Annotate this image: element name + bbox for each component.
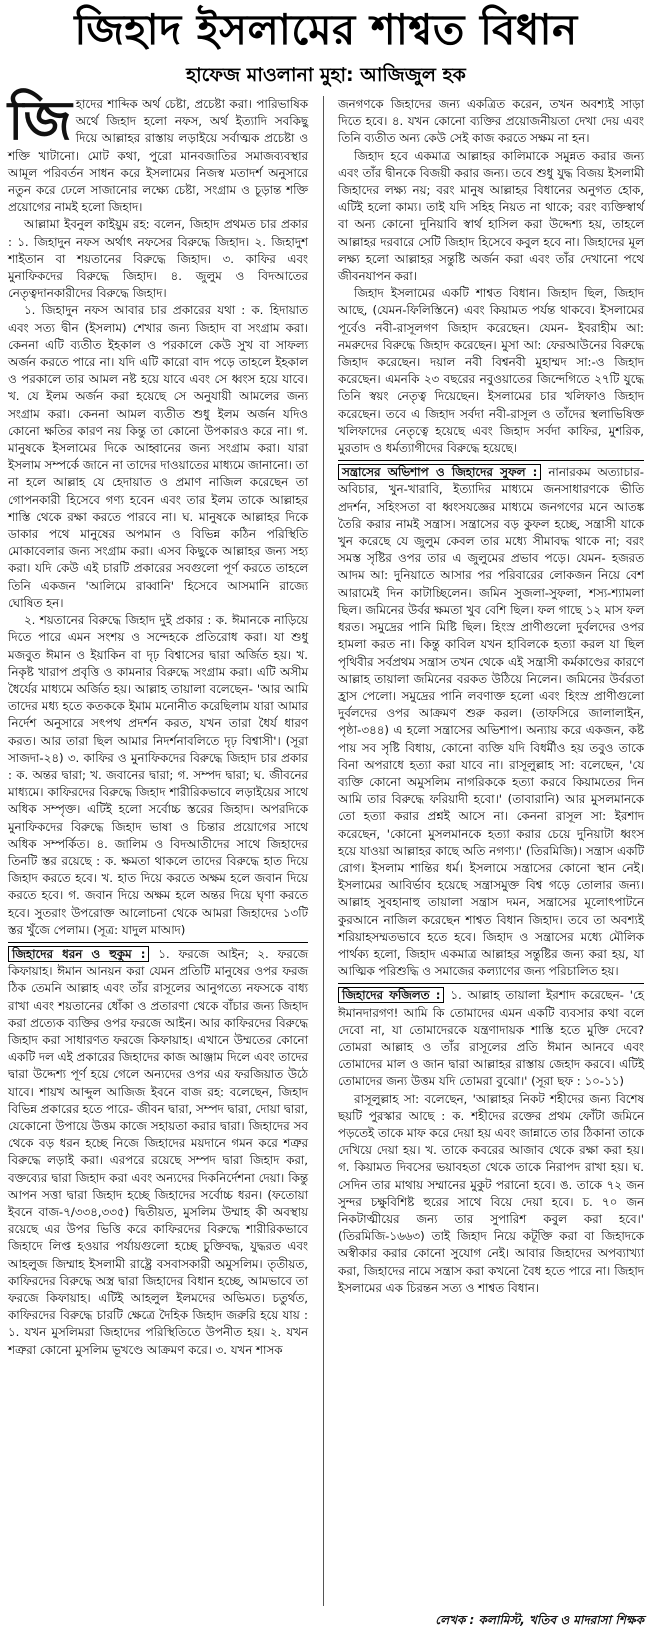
paragraph: জিহাদ ইসলামের একটি শাশ্বত বিধান। জিহাদ ছিল, জিহাদ আছে, (যেমন-ফিলিস্তিনে) এবং কিয়ামত পর্যন্ত থাকবে। ইসলামের পূর্বেও নবী-রাসূলগণ জিহাদ করেছেন। যেমন- ইবরাহীম আ: নমরুদের বিরুদ্ধে জিহাদ করেছেন। মুসা আ: ফেরআউনের বিরুদ্ধে জিহাদ করেছেন। দয়াল নবী বিশ্বনবী মুহাম্মদ সা:-ও জিহাদ করেছেন। এমনকি ২৩ বছরের নবুওয়াতের জিন্দেগিতে ২৭টি যুদ্ধে তিনি স্বয়ং নেতৃত্ব দিয়েছেন। ইসলামের চার খলিফাও জিহাদ করেছেন। তবে এ জিহাদ সর্বদা নবী-রাসূল ও তাঁদের স্থলাভিষিক্ত খলিফাদের নেতৃত্বে হয়েছে এবং জিহাদ সর্বদা কাফির, মুশরিক, মুরতাদ ও ধর্মত্যাগীদের বিরুদ্ধে হয়েছে। bbox=[338, 286, 644, 456]
subheading: জিহাদের ধরন ও হুকুম : bbox=[8, 946, 149, 962]
paragraph: জিহাদ হবে একমাত্র আল্লাহর কালিমাকে সমুন্নত করার জন্য এবং তাঁর দ্বীনকে বিজয়ী করার জন্য। তবে শুধু যুদ্ধ বিজয় ইসলামী জিহাদের লক্ষ্য নয়; বরং মানুষ আল্লাহর বিধানের অনুগত হোক, এটিই হলো কাম্য। তাই যদি সহিহ নিয়ত না থাকে; বরং ব্যক্তিস্বার্থ বা অন্য কোনো দুনিয়াবি স্বার্থ হাসিল করা উদ্দেশ্য হয়, তাহলে আল্লাহর দরবারে সেটি জিহাদ হিসেবে কবুল হবে না। জিহাদের মূল লক্ষ্য হলো আল্লাহর সন্তুষ্টি অর্জন করা এবং তাঁর দেখানো পথে জীবনযাপন করা। bbox=[338, 148, 644, 284]
paragraph-text: নানারকম অত্যাচার-অবিচার, খুন-খারাবি, ইত্যাদির মাধ্যমে জনসাধারণকে ভীতি প্রদর্শন, সহিংসতা বা ধ্বংসযজ্ঞের মাধ্যমে জনগণের মনে আতঙ্ক তৈরি করার নামই সন্ত্রাস। সন্ত্রাসের বড় কুফল হচ্ছে, সন্ত্রাসী যাকে খুন করেছে যে জুলুম কেবল তার মধ্যে সীমাবদ্ধ থাকে না; বরং সমস্ত সৃষ্টির ওপর তার এ জুলুমের প্রভাব পড়ে। যেমন- হজরত আদম আ: দুনিয়াতে আসার পর পরিবারের লোকজন নিয়ে বেশ আরামেই দিন কাটাচ্ছিলেন। জমিন সুজলা-সুফলা, শস্য-শ্যামলা ছিল। জমিনের উর্বর ক্ষমতা খুব বেশি ছিল। ফল গাছে ১২ মাস ফল ধরত। সমুদ্রের পানি মিষ্টি ছিল। হিংস্র প্রাণীগুলো দুর্বলদের ওপর হামলা করত না। কিন্তু কাবিল যখন হাবিলকে হত্যা করল যা ছিল পৃথিবীর সর্বপ্রথম সন্ত্রাস তখন থেকে এই সন্ত্রাসী কর্মকাণ্ডের কারণে আল্লাহ তায়ালা জমিনের বরকত উঠিয়ে নিলেন। জমিনের উর্বরতা হ্রাস পেলো। সমুদ্রের পানি লবণাক্ত হলো এবং হিংস্র প্রাণীগুলো দুর্বলদের ওপর আক্রমণ শুরু করল। (তাফসিরে জালালাইন, পৃষ্ঠা-৩৪৪) এ হলো সন্ত্রাসের অভিশাপ। অন্যায় করে একজন, কষ্ট পায় সব সৃষ্টি বিধায়, কোনো ব্যক্তি যদি বিধর্মীও হয় তবুও তাকে বিনা অপরাধে হত্যা করা যাবে না। রাসূলুল্লাহ সা: বলেছেন, 'যে ব্যক্তি কোনো অমুসলিম নাগরিককে হত্যা করবে কিয়ামতের দিন আমি তার বিরুদ্ধে ফরিয়াদী হবো।' (তাবারানি) আর মুসলমানকে তো হত্যা করার প্রশ্নই আসে না। কেননা রাসূল সা: ইরশাদ করেছেন, 'কোনো মুসলমানকে হত্যা করার চেয়ে দুনিয়াটা ধ্বংস হয়ে যাওয়া আল্লাহর কাছে অতি নগণ্য।' (তিরমিজি)। সন্ত্রাস একটি রোগ। ইসলাম শান্তির ধর্ম। ইসলামে সন্ত্রাসের কোনো স্থান নেই। ইসলামের আবির্ভাব হয়েছে সন্ত্রাসমুক্ত বিশ্ব গড়ে তোলার জন্য। আল্লাহ সুবহানাহু তায়ালা সন্ত্রাস দমন, সন্ত্রাসের মূলোৎপাটনে কুরআনে নাজিল করেছেন শাশ্বত বিধান জিহাদ। তবে তা অবশ্যই শরিয়াহসম্মতভাবে হতে হবে। জিহাদ ও সন্ত্রাসের মধ্যে মৌলিক পার্থক্য হলো, জিহাদ একমাত্র আল্লাহর সন্তুষ্টির জন্য করা হয়, যা আত্মিক পরিশুদ্ধি ও সমাজের কল্যাণের জন্য পরিচালিত হয়। bbox=[338, 465, 644, 979]
left-column bbox=[8, 88, 308, 1359]
subheading: সন্ত্রাসের অভিশাপ ও জিহাদের সুফল : bbox=[338, 464, 541, 480]
paragraph-text: হাদের শাব্দিক অর্থ চেষ্টা, প্রচেষ্টা করা। পারিভাষিক অর্থে জিহাদ হলো নফস, অর্থ ইত্যাদি সবকিছু দিয়ে আল্লাহর রাস্তায় লড়াইয়ে সর্বাত্মক প্রচেষ্টা ও শক্তি খাটানো। মোট কথা, পুরো মানবজাতির সমাজব্যবস্থার আমূল পরিবর্তন সাধন করে ইসলামের নিজস্ব মতাদর্শ অনুসারে নতুন করে ঢেলে সাজানোর লক্ষ্যে চেষ্টা, সংগ্রাম ও চূড়ান্ত শক্তি প্রয়োগের নামই হলো জিহাদ। bbox=[8, 97, 308, 215]
paragraph-text: ১. ফরজে আইন; ২. ফরজে কিফায়াহ। ঈমান আনয়ন করা যেমন প্রতিটি মানুষের ওপর ফরজ ঠিক তেমনি আল্লাহ এবং তাঁর রাসূলের আনুগত্যে নফসকে বাধ্য রাখা এবং শয়তানের ধোঁকা ও প্রতারণা থেকে বাঁচার জন্য জিহাদ করা প্রত্যেক ব্যক্তির ওপর ফরজে আইন। আর কাফিরদের বিরুদ্ধে জিহাদ করা সাধারণত ফরজে কিফায়াহ। এখানে উম্মতের কোনো একটি দল এই প্রকারের জিহাদের কাজ আঞ্জাম দিলে এবং তাদের দ্বারা উদ্দেশ্য পূর্ণ হয়ে গেলে অন্যদের ওপর এর ফরজিয়াত উঠে যাবে। শায়খ আব্দুল আজিজ ইবনে বাজ রহ: বলেছেন, জিহাদ বিভিন্ন প্রকারের হতে পারে- জীবন দ্বারা, সম্পদ দ্বারা, দোয়া দ্বারা, যেকোনো উপায়ে উত্তম কাজে সহায়তা করার দ্বারা। জিহাদের সব থেকে বড় ধরন হচ্ছে নিজে জিহাদের ময়দানে গমন করে শত্রুর বিরুদ্ধে লড়াই করা। এরপরে রয়েছে সম্পদ দ্বারা জিহাদ করা, বক্তব্যের দ্বারা জিহাদ করা এবং অন্যদের দিকনির্দেশনা দেয়া। কিন্তু আপন সত্তা দ্বারা জিহাদ হচ্ছে জিহাদের সর্বোচ্চ ধরন। (ফতোয়া ইবনে বাজ-৭/৩৩৪,৩৩৫) দ্বিতীয়ত, মুসলিম উম্মাহ কী অবস্থায় রয়েছে এর উপর ভিত্তি করে কাফিরদের বিরুদ্ধে শারীরিকভাবে জিহাদে লিপ্ত হওয়ার পর্যায়গুলো হচ্ছে চুক্তিবদ্ধ, যুদ্ধরত এবং আহলুজ জিম্মাহ ইসলামী রাষ্ট্রে বসবাসকারী অমুসলিম। তৃতীয়ত, কাফিরদের বিরুদ্ধে অস্ত্র দ্বারা জিহাদের বিধান হচ্ছে, আমভাবে তা ফরজে কিফায়াহ। এটিই আহলুল ইলমদের অভিমত। চতুর্থত, কাফিরদের বিরুদ্ধে চারটি ক্ষেত্রে দৈহিক জিহাদ জরুরি হয়ে যায় : ১. যখন মুসলিমরা জিহাদের পরিস্থিতিতে উপনীত হয়। ২. যখন শত্রুরা কোনো মুসলিম ভূখণ্ডে আক্রমণ করে। ৩. যখন শাসক bbox=[8, 946, 308, 1357]
paragraph-text: ১. আল্লাহ তায়ালা ইরশাদ করেছেন- 'হে ঈমানদারগণ! আমি কি তোমাদের এমন একটি ব্যবসার কথা বলে দেবো না, যা তোমাদেরকে যন্ত্রণাদায়ক শাস্তি হতে মুক্তি দেবে? তোমরা আল্লাহ ও তাঁর রাসূলের প্রতি ঈমান আনবে এবং তোমাদের মাল ও জান দ্বারা আল্লাহর রাস্তায় জেহাদ করবে। এটিই তোমাদের জন্য উত্তম যদি তোমরা বুঝো।' (সূরা ছফ : ১০-১১) bbox=[338, 988, 644, 1089]
author-signature: লেখক : কলামিস্ট, খতিব ও মাদরাসা শিক্ষক bbox=[435, 1613, 644, 1627]
column-divider bbox=[323, 96, 324, 1606]
section-divider bbox=[338, 460, 644, 461]
paragraph bbox=[8, 946, 308, 1359]
subheading: জিহাদের ফজিলত : bbox=[338, 987, 444, 1003]
author-byline: হাফেজ মাওলানা মুহা: আজিজুল হক bbox=[186, 64, 466, 86]
drop-cap: জি bbox=[8, 88, 72, 152]
paragraph: ১. জিহাদুন নফস আবার চার প্রকারের যথা : ক. হিদায়াত এবং সত্য দ্বীন (ইসলাম) শেখার জন্য জিহাদ বা সংগ্রাম করা। কেননা এটি ব্যতীত ইহকাল ও পরকালে কেউ সুখ বা সাফল্য অর্জন করতে পারে না। যদি এটি কারো বাদ পড়ে তাহলে ইহকাল ও পরকালে তার আমল নষ্ট হয়ে যাবে এবং সে ধ্বংস হয়ে যাবে। খ. যে ইলম অর্জন করা হয়েছে সে অনুযায়ী আমলের জন্য সংগ্রাম করা। কেননা আমল ব্যতীত শুধু ইলম অর্জন যদিও কোনো ক্ষতির কারণ নয় কিন্তু তা কোনো উপকারও করে না। গ. মানুষকে ইসলামের দিকে আহ্বানের জন্য সংগ্রাম করা। যারা ইসলাম সম্পর্কে জানে না তাদের দাওয়াতের মাধ্যমে জানানো। তা না হলে আল্লাহ যে হেদায়াত ও প্রমাণ নাজিল করেছেন তা গোপনকারী হিসেবে গণ্য হবেন এবং তার ইলম তাকে আল্লাহর শাস্তি থেকে রক্ষা করতে পারবে না। ঘ. মানুষকে আল্লাহর দিকে ডাকার পথে মানুষের অপমান ও বিভিন্ন কঠিন পরিস্থিতি মোকাবেলার জন্য সংগ্রাম করা। এসব কিছুকে আল্লাহর জন্য সহ্য করা। যদি কেউ এই চারটি প্রকারের সবগুলো পূর্ণ করতে তাহলে তিনি একজন 'আলিমে রাব্বানি' হিসেবে আসমানি রাজ্যে ঘোষিত হন। bbox=[8, 303, 308, 610]
headline: জিহাদ ইসলামের শাশ্বত বিধান bbox=[74, 5, 578, 54]
section-divider bbox=[8, 942, 308, 943]
paragraph: জনগণকে জিহাদের জন্য একত্রিত করেন, তখন অবশ্যই সাড়া দিতে হবে। ৪. যখন কোনো ব্যক্তির প্রয়োজনীয়তা দেখা দেয় এবং তিনি ব্যতীত অন্য কেউ সেই কাজ করতে সক্ষম না হন। bbox=[338, 97, 644, 146]
paragraph bbox=[338, 987, 644, 1090]
paragraph: আল্লামা ইবনুল কাইয়ুম রহ: বলেন, জিহাদ প্রথমত চার প্রকার : ১. জিহাদুন নফস অর্থাৎ নফসের বিরুদ্ধে জিহাদ। ২. জিহাদুশ শাইতান বা শয়তানের বিরুদ্ধে জিহাদ। ৩. কাফির এবং মুনাফিকদের বিরুদ্ধে জিহাদ। ৪. জুলুম ও বিদআতের নেতৃত্বদানকারীদের বিরুদ্ধে জিহাদ। bbox=[8, 217, 308, 301]
paragraph bbox=[8, 88, 308, 216]
paragraph: রাসূলুল্লাহ সা: বলেছেন, 'আল্লাহর নিকট শহীদের জন্য বিশেষ ছয়টি পুরস্কার আছে : ক. শহীদের রক্তের প্রথম ফোঁটা জমিনে পড়তেই তাকে মাফ করে দেয়া হয় এবং জান্নাতে তার ঠিকানা তাকে দেখিয়ে দেয়া হয়। খ. তাকে কবরের আজাব থেকে রক্ষা করা হয়। গ. কিয়ামত দিবসের ভয়াবহতা থেকে তাকে নিরাপদ রাখা হয়। ঘ. সেদিন তার মাথায় সম্মানের মুকুট পরানো হবে। ঙ. তাকে ৭২ জন সুন্দর চক্ষুবিশিষ্ট হুরের সাথে বিয়ে দেয়া হবে। চ. ৭০ জন নিকটাত্মীয়ের জন্য তার সুপারিশ কবুল করা হবে।' (তিরমিজি-১৬৬৩) তাই জিহাদ নিয়ে কটূক্তি করা বা জিহাদকে অস্বীকার করার কোনো সুযোগ নেই। আবার জিহাদের অপব্যাখ্যা করা, জিহাদের নামে সন্ত্রাস করা কখনো বৈধ হতে পারে না। জিহাদ ইসলামের এক চিরন্তন সত্য ও শাশ্বত বিধান। bbox=[338, 1091, 644, 1295]
paragraph bbox=[338, 464, 644, 980]
section-divider bbox=[338, 983, 644, 984]
right-column bbox=[338, 96, 644, 1297]
paragraph: ২. শয়তানের বিরুদ্ধে জিহাদ দুই প্রকার : ক. ঈমানকে নাড়িয়ে দিতে পারে এমন সংশয় ও সন্দেহকে প্রতিরোধ করা। যা শুধু মজবুত ঈমান ও ইয়াকিন বা দৃঢ় বিশ্বাসের দ্বারা অর্জিত হয়। খ. নিকৃষ্ট খারাপ প্রবৃত্তি ও কামনার বিরুদ্ধে সংগ্রাম করা। এটি অসীম ধৈর্যের মাধ্যমে অর্জিত হয়। আল্লাহ তায়ালা বলেছেন- 'আর আমি তাদের মধ্য হতে কতককে ইমাম মনোনীত করেছিলাম যারা আমার নির্দেশ অনুসারে সৎপথ প্রদর্শন করত, যখন তারা ধৈর্য ধারণ করত। আর তারা ছিল আমার নিদর্শনাবলিতে দৃঢ় বিশ্বাসী'। (সূরা সাজদা-২৪) ৩. কাফির ও মুনাফিকদের বিরুদ্ধে জিহাদ চার প্রকার : ক. অন্তর দ্বারা; খ. জবানের দ্বারা; গ. সম্পদ দ্বারা; ঘ. জীবনের মাধ্যমে। কাফিরদের বিরুদ্ধে জিহাদ শারীরিকভাবে লড়াইয়ের সাথে অধিক সম্পৃক্ত। এটিই হলো সর্বোচ্চ স্তরের জিহাদ। অপরদিকে মুনাফিকদের বিরুদ্ধে জিহাদ ভাষা ও চিন্তার প্রয়োগের সাথে অধিক সম্পর্কিত। ৪. জালিম ও বিদআতীদের সাথে জিহাদের তিনটি স্তর রয়েছে : ক. ক্ষমতা থাকলে তাদের বিরুদ্ধে হাত দিয়ে জিহাদ করতে হবে। খ. হাত দিয়ে করতে অক্ষম হলে জবান দিয়ে করতে হবে। গ. জবান দিয়ে অক্ষম হলে অন্তর দিয়ে ঘৃণা করতে হবে। সুতরাং উপরোক্ত আলোচনা থেকে আমরা জিহাদের ১৩টি স্তর খুঁজে পেলাম। (সূত্র: যাদুল মাআদ) bbox=[8, 613, 308, 937]
